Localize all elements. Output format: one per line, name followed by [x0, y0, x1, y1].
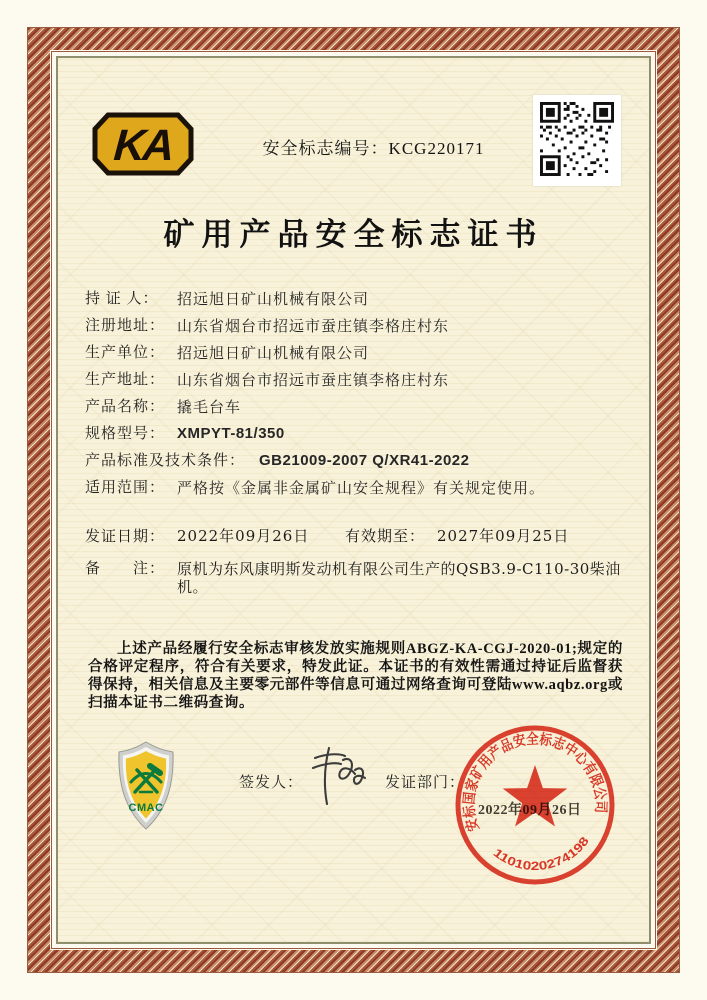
cert-number-value: KCG220171 [388, 139, 485, 158]
field-row-standard [85, 452, 633, 470]
field-row-model [85, 425, 633, 443]
field-label: 注册地址： [85, 318, 166, 334]
seal-ring-text: 安标国家矿用产品安全标志中心有限公司 [461, 731, 609, 833]
valid-until-value: 2027年09月25日 [437, 527, 570, 545]
ka-logo-text: KA [112, 121, 174, 170]
field-row-manufacturer [85, 344, 633, 362]
cmac-label: CMAC [128, 802, 164, 814]
field-row-product-name [85, 398, 633, 416]
field-value: 撬毛台车 [177, 398, 242, 416]
field-value: 山东省烟台市招远市蚕庄镇李格庄村东 [177, 371, 450, 389]
field-rows [85, 290, 633, 506]
field-value: 严格按《金属非金属矿山安全规程》有关规定使用。 [177, 479, 546, 497]
field-label: 产品标准及技术条件： [85, 453, 246, 469]
field-value: GB21009-2007 Q/XR41-2022 [259, 452, 470, 469]
field-row-reg-address [85, 317, 633, 335]
field-label: 适用范围： [85, 480, 166, 496]
remark-value: 原机为东风康明斯发动机有限公司生产的QSB3.9-C110-30柴油机。 [177, 560, 621, 596]
valid-until-label: 有效期至： [345, 529, 426, 545]
remark-label: 备 注： [85, 561, 166, 577]
field-value: 山东省烟台市招远市蚕庄镇李格庄村东 [177, 317, 450, 335]
field-value: 招远旭日矿山机械有限公司 [177, 344, 370, 362]
certificate-title: 矿用产品安全标志证书 [163, 217, 544, 252]
qr-code-icon [533, 95, 621, 186]
field-row-holder [85, 290, 633, 308]
signer-label: 签发人： [239, 775, 304, 791]
svg-text:1101020274198 [489, 832, 595, 879]
field-label: 持 证 人： [85, 291, 159, 307]
cmac-shield-icon [115, 740, 177, 832]
field-label: 规格型号： [85, 426, 166, 442]
remark-row [85, 560, 633, 596]
issue-date-label: 发证日期： [85, 529, 166, 545]
field-label: 生产地址： [85, 372, 166, 388]
date-row [85, 527, 569, 546]
field-value: 招远旭日矿山机械有限公司 [177, 290, 370, 308]
seal-serial-number: 1101020274198 [490, 835, 591, 873]
signature-handwriting [299, 744, 369, 810]
issue-date-value: 2022年09月26日 [177, 527, 310, 545]
issuer-label: 发证部门： [385, 775, 466, 791]
field-row-prod-address [85, 371, 633, 389]
seal-date: 2022年09月26日 [478, 803, 582, 818]
certification-statement: 上述产品经履行安全标志审核发放实施规则ABGZ-KA-CGJ-2020-01;规定的合格评定程序，符合有关要求，特发此证。本证书的有效性需通过持证后监督获得保持，相关信息及主要零元部件等信息可通过网络查询可登陆www.aqbz.org或扫描本证书二维码查询。 [88, 641, 623, 711]
cert-number-label: 安全标志编号： [262, 139, 389, 158]
field-value: XMPYT-81/350 [177, 425, 285, 442]
field-label: 生产单位： [85, 345, 166, 361]
field-label: 产品名称： [85, 399, 166, 415]
field-row-scope [85, 479, 633, 497]
